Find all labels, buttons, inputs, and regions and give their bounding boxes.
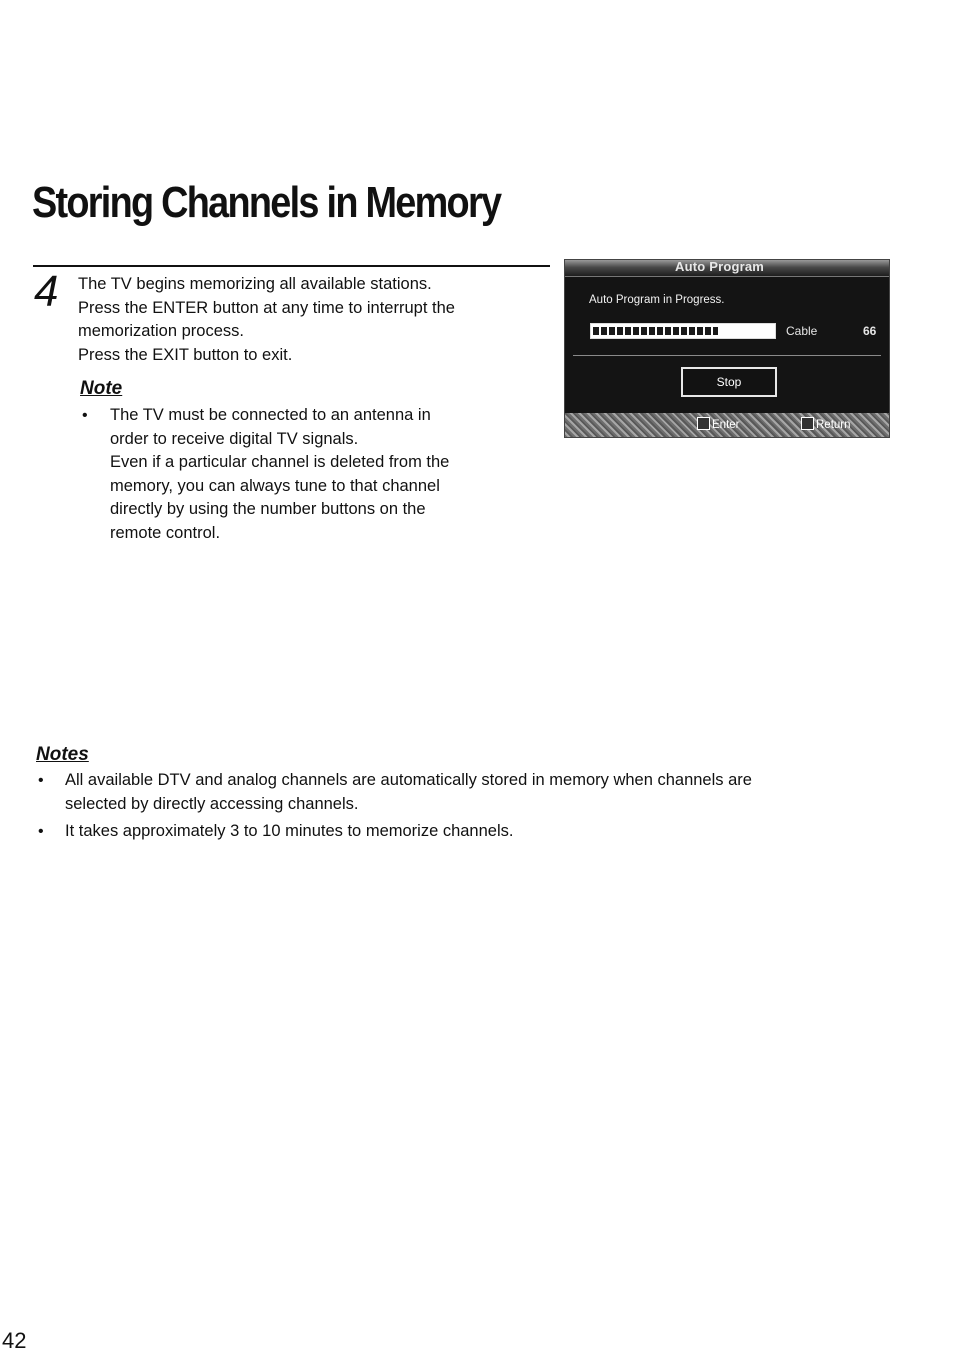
page-title: Storing Channels in Memory bbox=[32, 178, 501, 227]
notes-line: All available DTV and analog channels are automatically stored in memory when channels are bbox=[65, 771, 752, 789]
step-line: The TV begins memorizing all available stations. bbox=[78, 275, 432, 293]
notes-line: It takes approximately 3 to 10 minutes to memorize channels. bbox=[65, 822, 514, 840]
note-heading: Note bbox=[80, 378, 123, 399]
stop-button[interactable]: Stop bbox=[681, 367, 777, 397]
step-line: Press the ENTER button at any time to interrupt the bbox=[78, 298, 455, 317]
note-line: Even if a particular channel is deleted from the bbox=[110, 453, 450, 471]
note-line: The TV must be connected to an antenna in bbox=[110, 406, 431, 424]
bullet-icon: • bbox=[82, 407, 88, 424]
notes-heading: Notes bbox=[36, 744, 89, 765]
return-hint bbox=[801, 417, 851, 433]
enter-label: Enter bbox=[712, 419, 740, 431]
osd-header bbox=[565, 260, 889, 277]
note-line: remote control. bbox=[110, 523, 221, 542]
list-item bbox=[36, 820, 866, 844]
section-divider bbox=[33, 265, 550, 267]
step-line: memorization process. bbox=[78, 322, 244, 340]
notes-list bbox=[36, 769, 866, 848]
note-line: memory, you can always tune to that channel bbox=[110, 476, 440, 495]
note-list bbox=[80, 404, 520, 545]
progress-label: Auto Program in Progress. bbox=[589, 294, 725, 306]
osd-footer bbox=[565, 413, 889, 437]
auto-program-screen bbox=[564, 259, 890, 438]
step-instructions bbox=[78, 273, 548, 367]
list-item bbox=[36, 769, 866, 816]
notes-line: selected by directly accessing channels. bbox=[65, 794, 359, 813]
progress-fill bbox=[593, 327, 718, 335]
note-line: order to receive digital TV signals. bbox=[110, 429, 359, 448]
bullet-icon: • bbox=[38, 772, 44, 789]
osd-divider bbox=[573, 355, 881, 356]
list-item bbox=[80, 404, 520, 545]
return-label: Return bbox=[816, 419, 851, 431]
bullet-icon: • bbox=[38, 823, 44, 840]
osd-title: Auto Program bbox=[675, 259, 765, 274]
enter-hint bbox=[697, 417, 740, 433]
step-line: Press the EXIT button to exit. bbox=[78, 345, 293, 364]
page-number: 42 bbox=[2, 1328, 27, 1353]
step-number: 4 bbox=[34, 267, 59, 316]
enter-key-icon bbox=[697, 417, 710, 430]
channel-number: 66 bbox=[863, 324, 877, 338]
note-line: directly by using the number buttons on the bbox=[110, 500, 426, 518]
progress-bar bbox=[590, 323, 776, 339]
signal-source: Cable bbox=[786, 324, 818, 338]
return-key-icon bbox=[801, 417, 814, 430]
